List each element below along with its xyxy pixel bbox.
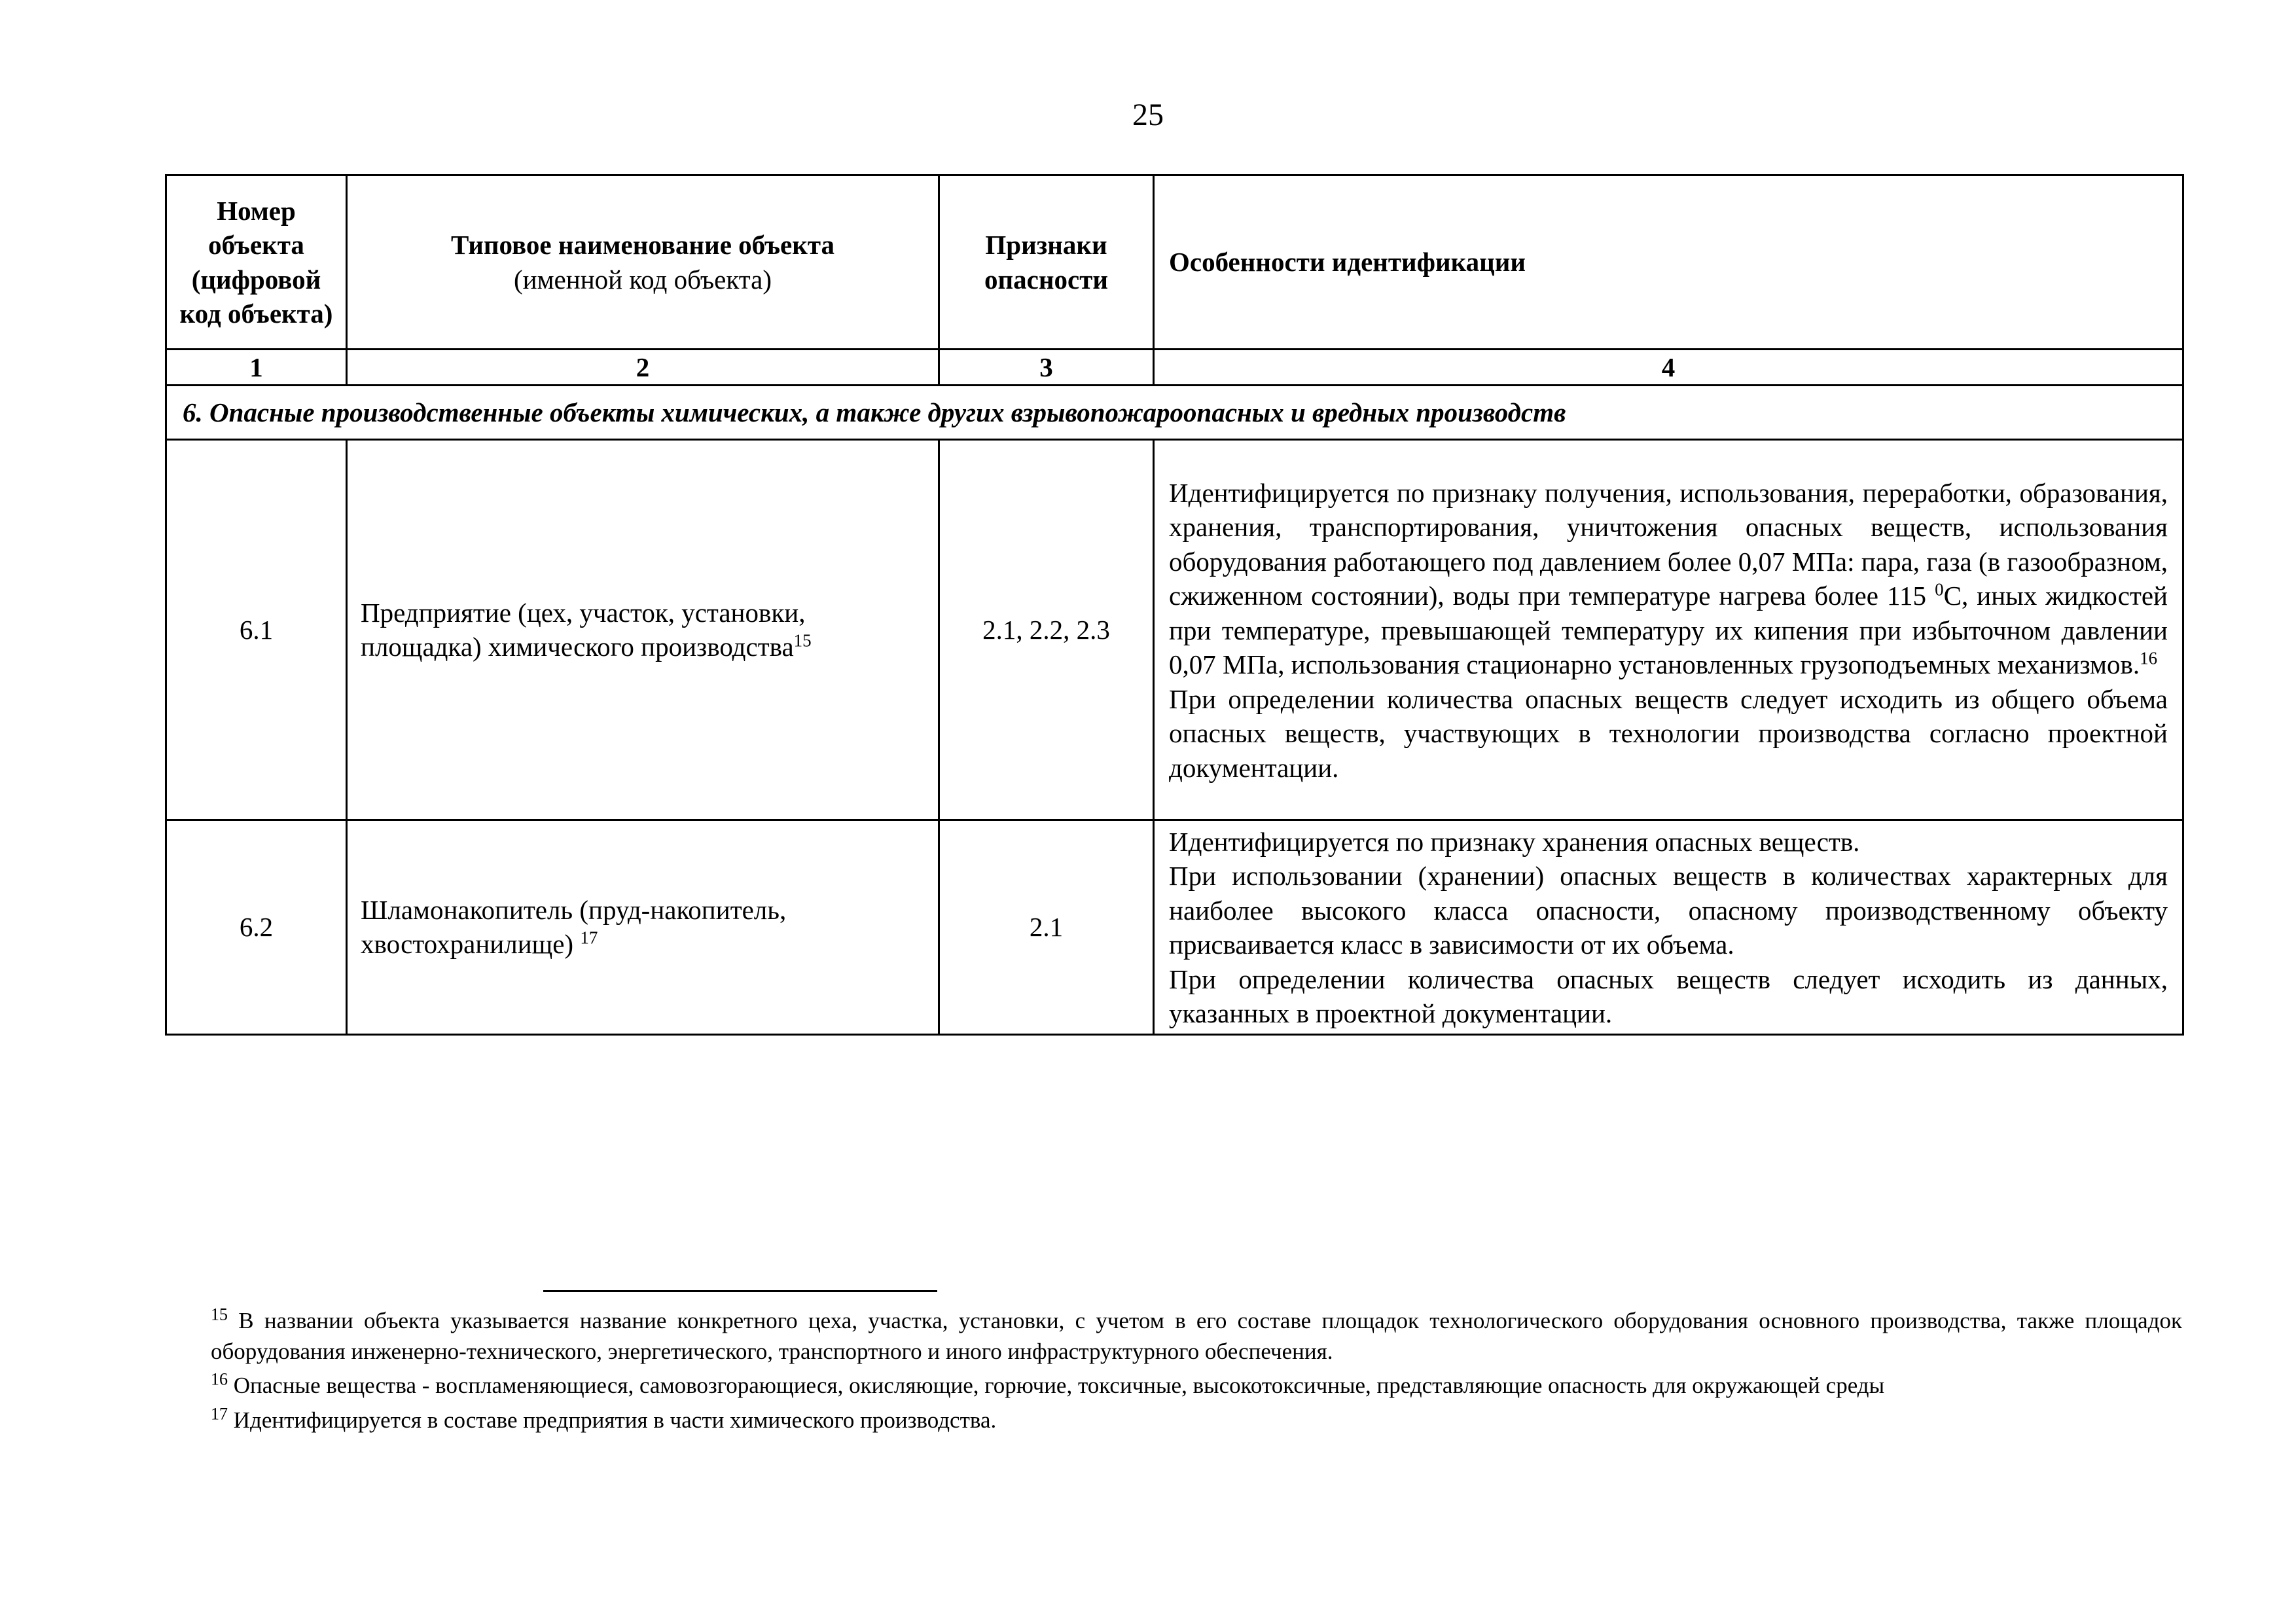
footnote-ref[interactable]: 15 (793, 630, 812, 651)
footnote-mark: 15 (211, 1305, 228, 1324)
degree-superscript: 0 (1935, 579, 1944, 600)
table-row (166, 820, 2183, 1035)
identification-description (1154, 820, 2183, 1035)
column-number: 3 (939, 350, 1154, 386)
header-object-name-sub: (именной код объекта) (514, 264, 772, 295)
identification-description (1154, 440, 2183, 820)
footnote-mark: 16 (211, 1369, 228, 1389)
description-paragraph: При определении количества опасных веществ следует исходить из общего объема опасных веществ, участвующих в технологии производства согласно проектной документации. (1169, 683, 2168, 783)
column-number: 1 (166, 350, 347, 386)
description-paragraph (1169, 476, 2168, 682)
footnote (211, 1371, 2182, 1401)
footnote-separator (543, 1290, 937, 1292)
section-row (166, 386, 2183, 440)
object-name-text: Предприятие (цех, участок, установки, площадка) химического производства (361, 597, 806, 662)
column-number: 2 (347, 350, 939, 386)
footnote-text: Идентифицируется в составе предприятия в части химического производства. (233, 1407, 997, 1433)
footnote-mark: 17 (211, 1403, 228, 1423)
footnote-text: Опасные вещества - воспламеняющиеся, самовозгорающиеся, окисляющие, горючие, токсичные, высокотоксичные, представляющие опасность для окружающей среды (233, 1373, 1885, 1399)
footnote-text: В названии объекта указывается название конкретного цеха, участка, установки, с учетом в его составе площадок технологического оборудования основного производства, также площадок оборудования инженерно-технического, энергетического, транспортного и иного инфраструктурного обеспечения. (211, 1308, 2182, 1364)
header-object-name-title: Типовое наименование объекта (450, 230, 834, 261)
description-text: С, иных жидкостей при температуре, превышающей температуру их кипения при избыточном давлении 0,07 МПа, использования стационарно установленных грузоподъемных механизмов. (1169, 581, 2168, 680)
description-paragraph: При определении количества опасных веществ следует исходить из данных, указанных в проектной документации. (1169, 964, 2168, 1029)
footnote (211, 1405, 2182, 1436)
description-paragraph: Идентифицируется по признаку хранения опасных веществ. (1169, 827, 1860, 857)
hazard-signs: 2.1, 2.2, 2.3 (939, 440, 1154, 820)
hazard-signs: 2.1 (939, 820, 1154, 1035)
object-number: 6.2 (166, 820, 347, 1035)
object-name (347, 440, 939, 820)
object-number: 6.1 (166, 440, 347, 820)
identification-table (165, 174, 2184, 1036)
section-title: 6. Опасные производственные объекты химических, а также других взрывопожароопасных и вредных производств (166, 386, 2183, 440)
column-number: 4 (1154, 350, 2183, 386)
table-row (166, 440, 2183, 820)
footnote-ref[interactable]: 16 (2140, 648, 2158, 668)
object-name (347, 820, 939, 1035)
footnotes (211, 1306, 2182, 1439)
description-paragraph: При использовании (хранении) опасных веществ в количествах характерных для наиболее высокого класса опасности, опасному производственному объекту присваивается класс в зависимости от их объема. (1169, 861, 2168, 960)
object-name-text: Шламонакопитель (пруд-накопитель, хвостохранилище) (361, 894, 787, 960)
header-object-number: Номер объекта (цифровой код объекта) (166, 175, 347, 350)
footnote (211, 1306, 2182, 1367)
table-header-row (166, 175, 2183, 350)
page-number: 25 (1132, 98, 1164, 132)
description-text: Идентифицируется по признаку получения, использования, переработки, образования, хранения, транспортирования, уничтожения опасных веществ, использования оборудования работающего под давлением более 0,07 МПа: пара, газа (в газообразном, сжиженном состоянии), воды при температуре нагрева более 115 (1169, 477, 2168, 611)
header-hazard-signs: Признаки опасности (939, 175, 1154, 350)
header-identification-features: Особенности идентификации (1154, 175, 2183, 350)
footnote-ref[interactable]: 17 (580, 928, 598, 948)
column-number-row (166, 350, 2183, 386)
header-object-name (347, 175, 939, 350)
